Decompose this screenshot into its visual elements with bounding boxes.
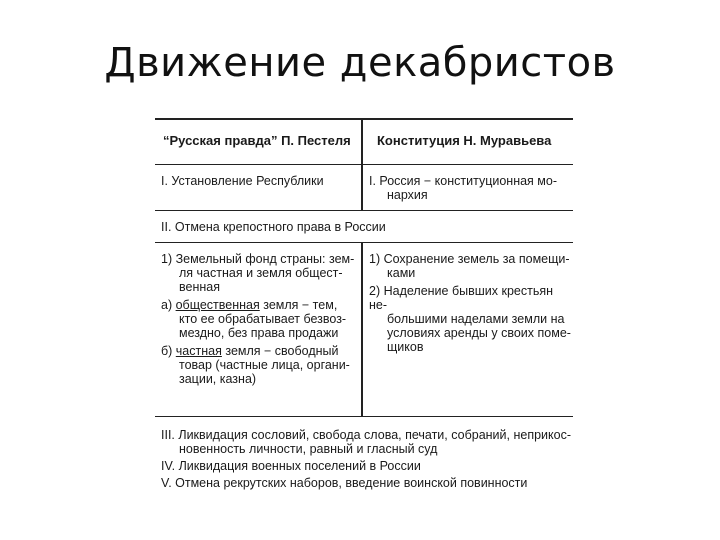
- left-line-2: ля частная и земля общест-: [179, 266, 343, 280]
- details-divider: [155, 416, 573, 417]
- bottom-line-2: новенность личности, равный и гласный суд: [179, 442, 438, 456]
- header-pestel: “Русская правда” П. Пестеля: [163, 133, 351, 148]
- right-details: [369, 252, 571, 354]
- left-details: [161, 252, 357, 386]
- table-top-border: [155, 118, 573, 120]
- left-line-1: 1) Земельный фонд страны: зем-: [161, 252, 355, 266]
- left-item-a-line2: кто ее обрабатывает безвоз-: [179, 312, 347, 326]
- left-item-b: б) частная земля − свободный: [161, 344, 339, 358]
- right-line-1: 1) Сохранение земель за помещи-: [369, 252, 570, 266]
- bottom-line-1: III. Ликвидация сословий, свобода слова, печати, собраний, неприкос-: [161, 428, 571, 442]
- left-item-a-line3: мездно, без права продажи: [179, 326, 339, 340]
- right-line-2: ками: [387, 266, 416, 280]
- right-line-4: большими наделами земли на: [387, 312, 565, 326]
- row1-left: I. Установление Республики: [161, 174, 324, 188]
- bottom-rows: [161, 428, 571, 490]
- column-divider-top: [361, 118, 363, 210]
- right-line-3: 2) Наделение бывших крестьян не-: [369, 284, 554, 312]
- column-divider-details: [361, 242, 363, 416]
- slide-title: Движение декабристов: [104, 40, 616, 86]
- header-muravyov: Конституция Н. Муравьева: [377, 133, 552, 148]
- row1-right-line1: I. Россия − конституционная мо-: [369, 174, 557, 188]
- right-line-5: условиях аренды у своих поме-: [387, 326, 571, 340]
- right-line-6: щиков: [387, 340, 424, 354]
- header-divider: [155, 164, 573, 165]
- row2-text: II. Отмена крепостного права в России: [161, 220, 386, 234]
- left-item-b-line2: товар (частные лица, органи-: [179, 358, 350, 372]
- bottom-line-4: V. Отмена рекрутских наборов, введение воинской повинности: [161, 476, 528, 490]
- left-line-3: венная: [179, 280, 220, 294]
- bottom-line-3: IV. Ликвидация военных поселений в России: [161, 459, 421, 473]
- row2-divider: [155, 242, 573, 243]
- comparison-table: [155, 118, 573, 508]
- row1-divider: [155, 210, 573, 211]
- row1-right-line2: нархия: [387, 188, 428, 202]
- left-item-b-line3: зации, казна): [179, 372, 257, 386]
- left-item-a: а) общественная земля − тем,: [161, 298, 338, 312]
- row1-right: [369, 174, 569, 202]
